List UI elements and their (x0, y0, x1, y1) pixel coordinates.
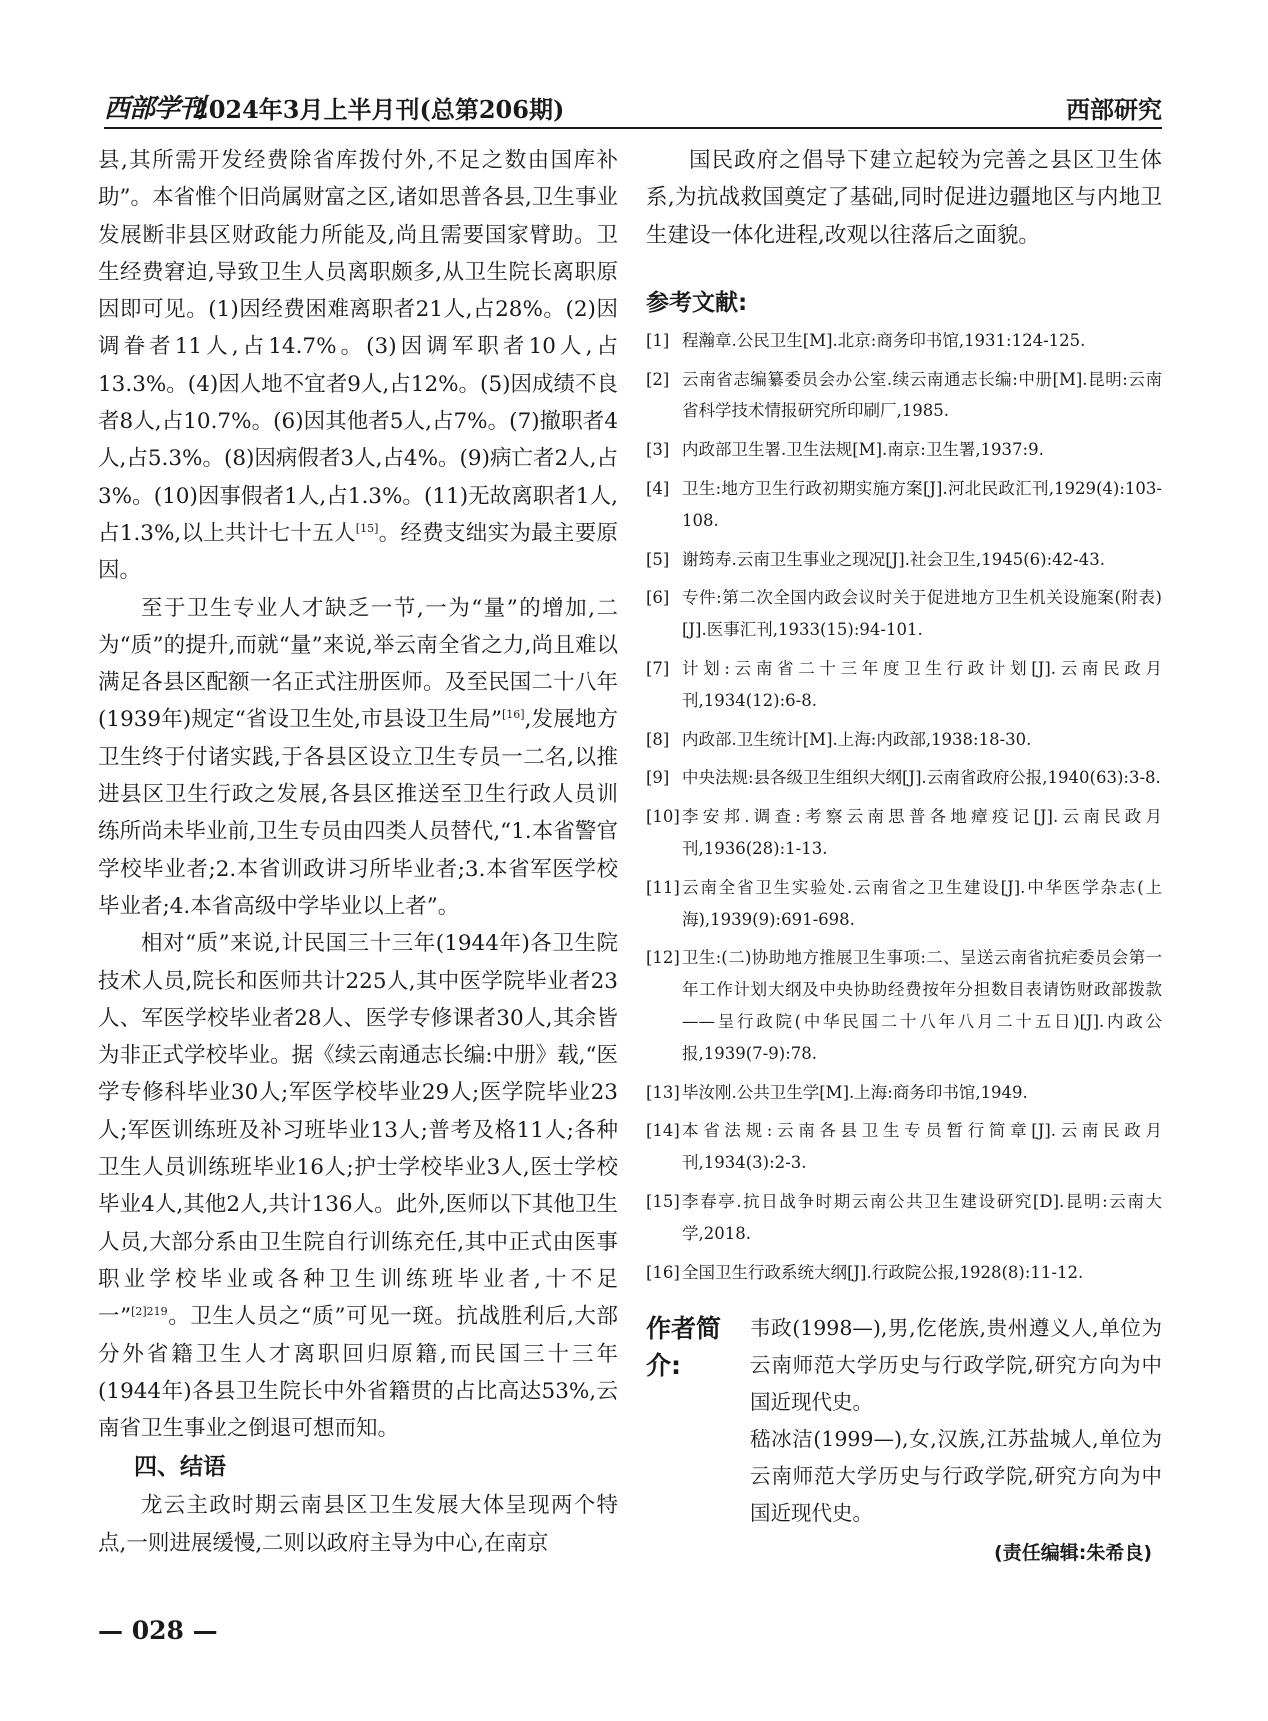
paragraph-3: 相对“质”来说,计民国三十三年(1944年)各卫生院技术人员,院长和医师共计225人,其中医学院毕业者23人、军医学校毕业者28人、医学专修课者30人,其余皆为非正式学校毕业。据《续云南通志长编:中册》载,“医学专修科毕业30人;军医学校毕业29人;医学院毕业23人;军医训练班及补习班毕业13人;普考及格11人;各种卫生人员训练班毕业16人;护士学校毕业3人,医士学校毕业4人,其他2人,共计136人。此外,医师以下其他卫生人员,大部分系由卫生院自行训练充任,其中正式由医事职业学校毕业或各种卫生训练班毕业者,十不足一”$^{[2]219}$。卫生人员之“质”可见一斑。抗战胜利后,大部分外省籍卫生人才离职回归原籍,而民国三十三年(1944年)各县卫生院长中外省籍贯的占比高达53%,云南省卫生事业之倒退可想而知。 (98, 931, 618, 1442)
reference-item (646, 544, 1162, 576)
reference-text: 李春亭.抗日战争时期云南公共卫生建设研究[D].昆明:云南大学,2018. (682, 1192, 1162, 1243)
reference-number: [15] (646, 1192, 680, 1212)
section-heading: 四、结语 (134, 1454, 226, 1481)
header-rule (104, 127, 1162, 129)
reference-number: [4] (646, 479, 670, 499)
reference-number: [11] (646, 877, 680, 897)
reference-text: 云南全省卫生实验处.云南省之卫生建设[J].中华医学杂志(上海),1939(9):691-698. (682, 877, 1162, 929)
page-number: — 028 — (98, 1616, 218, 1645)
reference-text: 云南省志编纂委员会办公室.续云南通志长编:中册[M].昆明:云南省科学技术情报研究所印刷厂,1985. (682, 369, 1162, 421)
running-header (104, 86, 1162, 126)
reference-text: 卫生:(二)协助地方推展卫生事项:二、呈送云南省抗疟委员会第一年工作计划大纲及中央协助经费按年分担数目表请饬财政部拨款——呈行政院(中华民国二十八年八月二十五日)[J].内政公报,1939(7-9):78. (682, 948, 1162, 1063)
reference-item (646, 434, 1162, 466)
paragraph-4: 龙云主政时期云南县区卫生发展大体呈现两个特点,一则进展缓慢,二则以政府主导为中心,在南京 (98, 1493, 618, 1556)
reference-text: 全国卫生行政系统大纲[J].行政院公报,1928(8):11-12. (682, 1262, 1084, 1282)
author-2: 嵇冰洁(1999—),女,汉族,江苏盐城人,单位为云南师范大学历史与行政学院,研究方向为中国近现代史。 (750, 1427, 1162, 1526)
reference-number: [13] (646, 1082, 680, 1102)
reference-number: [9] (646, 768, 670, 788)
left-column (98, 142, 618, 1562)
citation: [16] (501, 708, 525, 722)
paragraph-continued: 国民政府之倡导下建立起较为完善之县区卫生体系,为抗战救国奠定了基础,同时促进边疆地区与内地卫生建设一体化进程,改观以往落后之面貌。 (646, 148, 1162, 248)
reference-number: [5] (646, 549, 670, 569)
reference-text: 计划:云南省二十三年度卫生行政计划[J].云南民政月刊,1934(12):6-8. (682, 659, 1162, 710)
issue-label: 2024年3月上半月刊(总第206期) (192, 95, 565, 124)
reference-text: 毕汝刚.公共卫生学[M].上海:商务印书馆,1949. (682, 1082, 1028, 1102)
reference-number: [8] (646, 729, 670, 749)
reference-number: [1] (646, 330, 670, 350)
reference-number: [10] (646, 807, 680, 827)
reference-item (646, 1186, 1162, 1250)
reference-item (646, 653, 1162, 717)
right-column (646, 142, 1162, 1565)
reference-number: [16] (646, 1262, 680, 1282)
reference-text: 内政部.卫生统计[M].上海:内政部,1938:18-30. (682, 729, 1032, 749)
paragraph-2: 至于卫生专业人才缺乏一节,一为“量”的增加,二为“质”的提升,而就“量”来说,举云南全省之力,尚且难以满足各县区配额一名正式注册医师。及至民国二十八年(1939年)规定“省设卫生处,市县设卫生局”[16],发展地方卫生终于付诸实践,于各县区设立卫生专员一二名,以推进县区卫生行政之发展,各县区推送至卫生行政人员训练所尚未毕业前,卫生专员由四类人员替代,“1.本省警官学校毕业者;2.本省训政讲习所毕业者;3.本省军医学校毕业者;4.本省高级中学毕业以上者”。 (98, 595, 619, 919)
reference-number: [6] (646, 588, 670, 608)
reference-number: [3] (646, 440, 670, 460)
citation: [15] (355, 521, 379, 535)
author-bio (646, 1310, 1162, 1532)
reference-text: 谢筠寿.云南卫生事业之现况[J].社会卫生,1945(6):42-43. (682, 549, 1105, 569)
reference-item (646, 872, 1162, 936)
reference-text: 内政部卫生署.卫生法规[M].南京:卫生署,1937:9. (682, 440, 1044, 460)
reference-item (646, 1257, 1162, 1289)
reference-item (646, 473, 1162, 537)
editor-note: (责任编辑:朱希良) (994, 1542, 1152, 1565)
reference-number: [7] (646, 659, 670, 679)
reference-text: 程瀚章.公民卫生[M].北京:商务印书馆,1931:124-125. (682, 330, 1086, 350)
section-label: 西部研究 (1066, 95, 1162, 124)
reference-number: [2] (646, 369, 670, 389)
reference-number: [12] (646, 948, 680, 968)
journal-logo: 西部学刊 (104, 94, 205, 124)
reference-item (646, 724, 1162, 756)
reference-number: [14] (646, 1121, 680, 1141)
paragraph-1: 县,其所需开发经费除省库拨付外,不足之数由国库补助”。本省惟个旧尚属财富之区,诸如思普各县,卫生事业发展断非县区财政能力所能及,尚且需要国家臂助。卫生经费窘迫,导致卫生人员离职颇多,从卫生院长离职原因即可见。(1)因经费困难离职者21人,占28%。(2)因调眷者11人,占14.7%。(3)因调军职者10人,占13.3%。(4)因人地不宜者9人,占12%。(5)因成绩不良者8人,占10.7%。(6)因其他者5人,占7%。(7)撤职者4人,占5.3%。(8)因病假者3人,占4%。(9)病亡者2人,占3%。(10)因事假者1人,占1.3%。(11)无故离职者1人,占1.3%,以上共计七十五人[15]。经费支绌实为最主要原因。 (98, 148, 619, 584)
reference-text: 中央法规:县各级卫生组织大纲[J].云南省政府公报,1940(63):3-8. (682, 768, 1161, 788)
author-label: 作者简介: (646, 1314, 722, 1381)
reference-item (646, 582, 1162, 646)
references-title: 参考文献: (646, 289, 748, 316)
reference-text: 卫生:地方卫生行政初期实施方案[J].河北民政汇刊,1929(4):103-108. (682, 479, 1162, 530)
citation: [2]219 (131, 1305, 168, 1319)
author-1: 韦政(1998—),男,仡佬族,贵州遵义人,单位为云南师范大学历史与行政学院,研究方向为中国近现代史。 (750, 1316, 1162, 1415)
reference-item (646, 942, 1162, 1069)
references-list (646, 325, 1162, 1289)
reference-item (646, 801, 1162, 865)
reference-item (646, 1077, 1162, 1109)
reference-item (646, 364, 1162, 428)
reference-text: 本省法规:云南各县卫生专员暂行简章[J].云南民政月刊,1934(3):2-3. (682, 1121, 1162, 1173)
reference-text: 李安邦.调查:考察云南思普各地瘴疫记[J].云南民政月刊,1936(28):1-13. (682, 807, 1162, 859)
reference-text: 专件:第二次全国内政会议时关于促进地方卫生机关设施案(附表)[J].医事汇刊,1933(15):94-101. (682, 588, 1162, 640)
reference-item (646, 325, 1162, 357)
reference-item (646, 762, 1162, 794)
reference-item (646, 1115, 1162, 1179)
